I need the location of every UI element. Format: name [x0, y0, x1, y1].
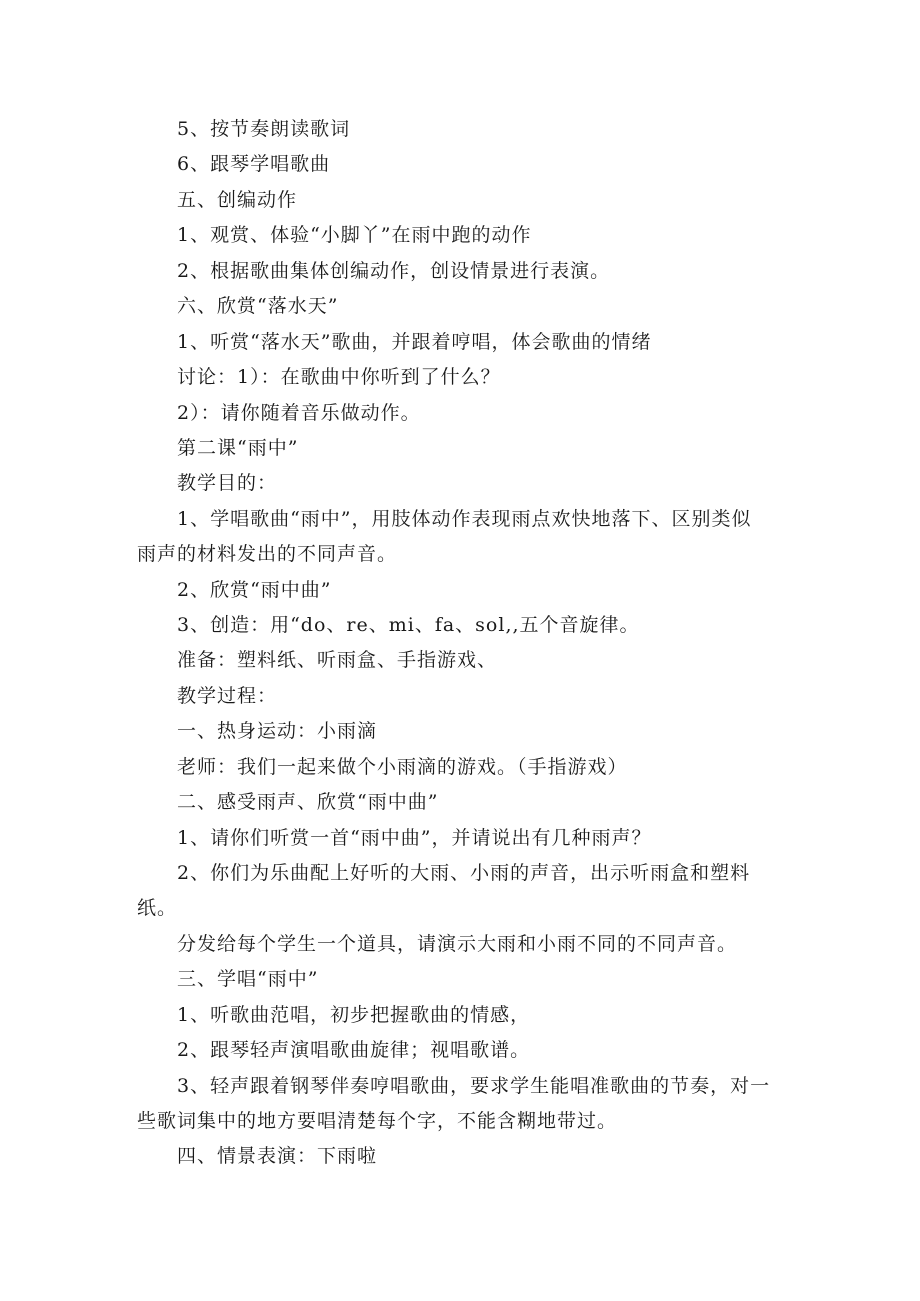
text-line: 2）：请你随着音乐做动作。 [177, 402, 421, 424]
text-line: 5、按节奏朗读歌词 [177, 118, 351, 140]
text-line: 雨声的材料发出的不同声音。 [137, 543, 398, 565]
text-line: 6、跟琴学唱歌曲 [177, 153, 331, 175]
text-line: 2、根据歌曲集体创编动作，创设情景进行表演。 [177, 260, 611, 282]
section-heading: 四、情景表演：下雨啦 [177, 1145, 378, 1167]
text-line: 纸。 [137, 897, 178, 919]
text-line: 准备：塑料纸、听雨盒、手指游戏、 [177, 649, 498, 671]
text-line: 分发给每个学生一个道具，请演示大雨和小雨不同的不同声音。 [177, 933, 738, 955]
section-heading: 二、感受雨声、欣赏“雨中曲” [177, 791, 439, 813]
text-line: 1、听赏“落水天”歌曲，并跟着哼唱，体会歌曲的情绪 [177, 331, 652, 353]
text-line: 讨论：1）：在歌曲中你听到了什么？ [177, 366, 501, 388]
text-line: 2、跟琴轻声演唱歌曲旋律；视唱歌谱。 [177, 1039, 531, 1061]
text-line: 老师：我们一起来做个小雨滴的游戏。（手指游戏） [177, 756, 628, 778]
text-line: 教学目的： [177, 472, 278, 494]
section-heading: 三、学唱“雨中” [177, 968, 319, 990]
text-line: 2、欣赏“雨中曲” [177, 579, 332, 601]
text-line: 教学过程： [177, 685, 278, 707]
text-line: 3、轻声跟着钢琴伴奏哼唱歌曲，要求学生能唱准歌曲的节奏，对一 [177, 1075, 771, 1097]
text-line: 2、你们为乐曲配上好听的大雨、小雨的声音，出示听雨盒和塑料 [177, 862, 751, 884]
section-heading: 六、欣赏“落水天” [177, 295, 339, 317]
text-line: 1、学唱歌曲“雨中”，用肢体动作表现雨点欢快地落下、区别类似 [177, 508, 752, 530]
text-line: 1、观赏、体验“小脚丫”在雨中跑的动作 [177, 224, 532, 246]
lesson-title: 第二课“雨中” [177, 437, 299, 459]
text-line: 些歌词集中的地方要唱清楚每个字，不能含糊地带过。 [137, 1110, 618, 1132]
text-line: 3、创造：用“do、re、mi、fa、sol,,五个音旋律。 [177, 614, 640, 636]
section-heading: 五、创编动作 [177, 189, 298, 211]
text-line: 1、听歌曲范唱，初步把握歌曲的情感， [177, 1004, 531, 1026]
section-heading: 一、热身运动：小雨滴 [177, 720, 378, 742]
text-line: 1、请你们听赏一首“雨中曲”，并请说出有几种雨声？ [177, 827, 652, 849]
